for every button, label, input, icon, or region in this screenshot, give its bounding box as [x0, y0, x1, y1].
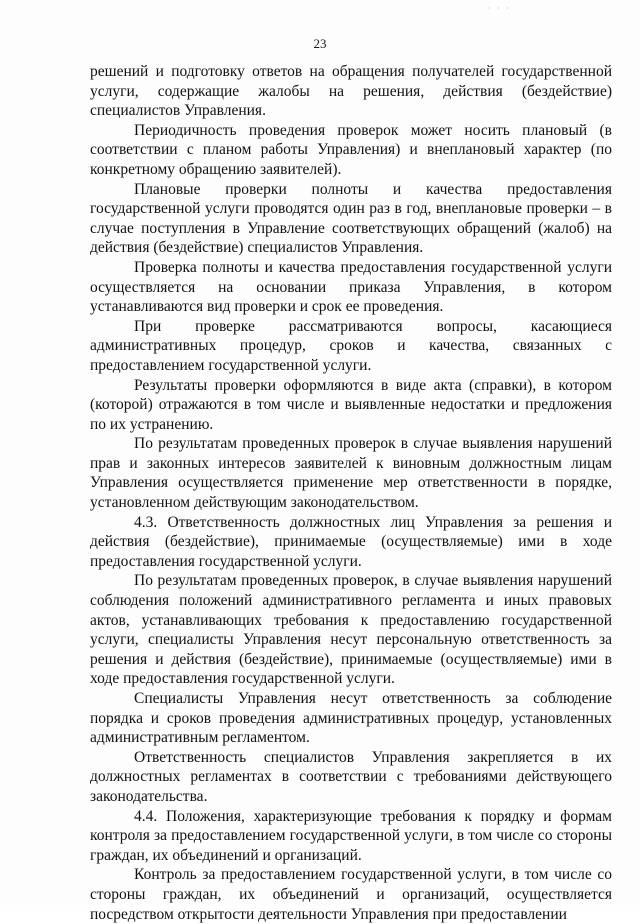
paragraph-job-regulations: Ответственность специалистов Управления закрепляется в их должностных регламентах в соответствии с требованиями действующего законодательства. — [90, 748, 612, 805]
scan-artifact: · · · — [488, 4, 511, 13]
paragraph-inspection-frequency: Периодичность проведения проверок может носить плановый (в соответствии с планом работы Управления) и внеплановый характер (по конкретному обращению заявителей). — [90, 121, 612, 178]
section-heading-4-3: 4.3. Ответственность должностных лиц Управления за решения и действия (бездействие), принимаемые (осуществляемые) ими в ходе предоставления государственной услуги. — [90, 513, 612, 570]
paragraph-violations: По результатам проведенных проверок в случае выявления нарушений прав и законных интересов заявителей к виновным должностным лицам Управления осуществляется применение мер ответственности в порядке, установленном действующим законодательством. — [90, 435, 612, 512]
paragraph-inspection-results: Результаты проверки оформляются в виде акта (справки), в котором (которой) отражаются в том числе и выявленные недостатки и предложения по их устранению. — [90, 376, 612, 433]
paragraph-inspection-order: Проверка полноты и качества предоставления государственной услуги осуществляется на основании приказа Управления, в котором устанавливаются вид проверки и срок ее проведения. — [90, 258, 612, 316]
paragraph-public-control: Контроль за предоставлением государственной услуги, в том числе со стороны граждан, их объединений и организаций, осуществляется посредством открытости деятельности Управления при предоставлении — [90, 866, 612, 923]
page-number: 23 — [313, 36, 327, 51]
paragraph-planned-inspections: Плановые проверки полноты и качества предоставления государственной услуги проводятся один раз в год, внеплановые проверки – в случае поступления в Управление соответствующих обращений (жалоб) на действия (бездействие) специалистов Управления. — [90, 180, 612, 257]
paragraph-inspection-questions: При проверке рассматриваются вопросы, касающиеся административных процедур, сроков и качества, связанных с предоставлением государственной услуги. — [90, 317, 612, 374]
paragraph-continuation: решений и подготовку ответов на обращения получателей государственной услуги, содержащие жалобы на решения, действия (бездействие) специалистов Управления. — [90, 63, 612, 120]
paragraph-personal-responsibility: По результатам проведенных проверок, в случае выявления нарушений соблюдения положений административного регламента и иных правовых актов, устанавливающих требования к предоставлению государственной услуги, специалисты Управления несут персональную ответственность за решения и действия (бездействие), принимаемые (осуществляемые) ими в ходе предоставления государственной услуги. — [90, 572, 612, 688]
document-body — [90, 62, 612, 924]
paragraph-procedure-responsibility: Специалисты Управления несут ответственность за соблюдение порядка и сроков проведения административных процедур, установленных административным регламентом. — [90, 690, 612, 747]
section-heading-4-4: 4.4. Положения, характеризующие требования к порядку и формам контроля за предоставлением государственной услуги, в том числе со стороны граждан, их объединений и организаций. — [90, 807, 612, 864]
